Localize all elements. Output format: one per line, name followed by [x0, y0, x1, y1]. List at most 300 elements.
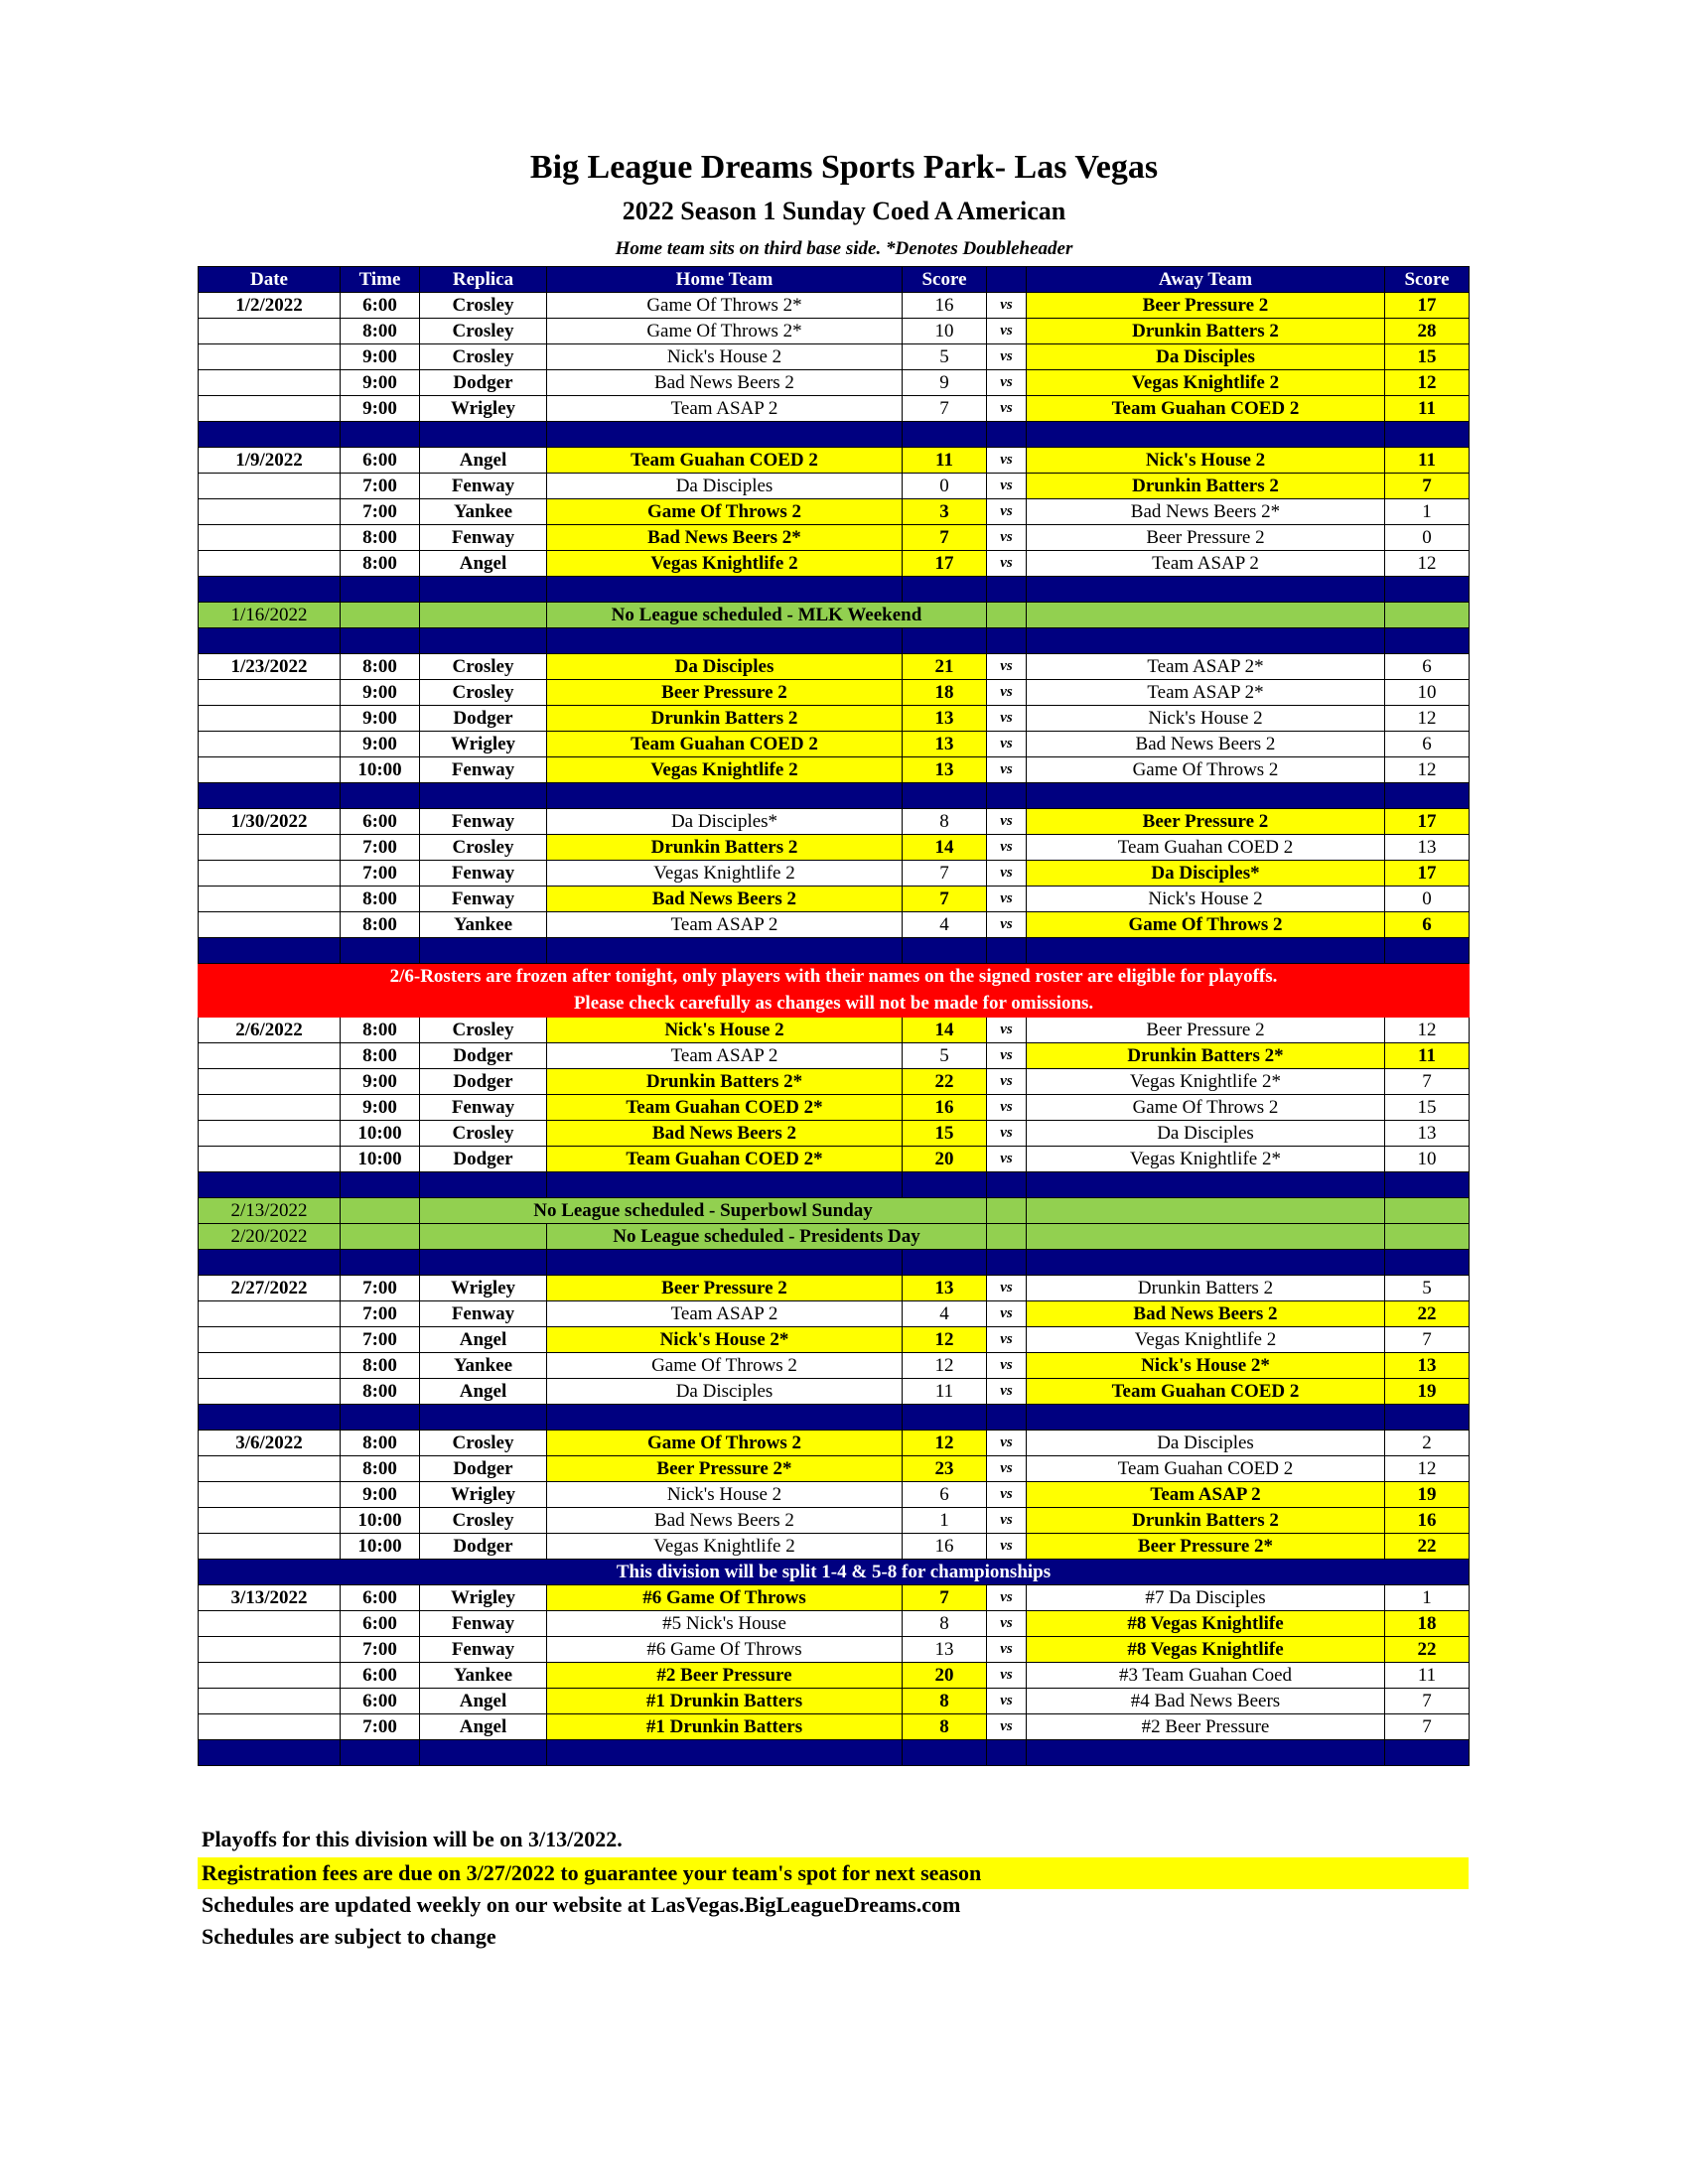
game-row — [199, 1637, 1470, 1663]
home-score: 8 — [903, 1689, 987, 1714]
away-score: 19 — [1385, 1379, 1470, 1405]
home-score: 12 — [903, 1327, 987, 1353]
home-team: Da Disciples — [547, 474, 903, 499]
separator-cell — [987, 1172, 1027, 1198]
vs-label: vs — [987, 1508, 1027, 1534]
away-team: Team ASAP 2 — [1027, 551, 1385, 577]
vs-label: vs — [987, 293, 1027, 319]
home-team: Bad News Beers 2 — [547, 1121, 903, 1147]
game-date: 1/2/2022 — [199, 293, 341, 319]
vs-label: vs — [987, 499, 1027, 525]
game-row — [199, 706, 1470, 732]
separator-cell — [987, 577, 1027, 603]
col-home-team: Home Team — [547, 267, 903, 293]
game-row — [199, 1482, 1470, 1508]
separator-cell — [199, 422, 341, 448]
game-field: Fenway — [420, 1095, 547, 1121]
game-row — [199, 1327, 1470, 1353]
game-time: 7:00 — [341, 1276, 420, 1301]
game-date — [199, 370, 341, 396]
home-score: 4 — [903, 1301, 987, 1327]
no-league-row — [199, 1198, 1470, 1224]
game-row — [199, 1018, 1470, 1043]
home-score: 10 — [903, 319, 987, 344]
game-time: 9:00 — [341, 680, 420, 706]
home-team: Nick's House 2 — [547, 1482, 903, 1508]
game-date — [199, 1353, 341, 1379]
game-field: Wrigley — [420, 1585, 547, 1611]
championship-notice-row — [199, 1560, 1470, 1585]
empty-cell — [1385, 1198, 1470, 1224]
separator-cell — [987, 1250, 1027, 1276]
home-score: 13 — [903, 732, 987, 757]
game-field: Angel — [420, 551, 547, 577]
away-score: 13 — [1385, 835, 1470, 861]
game-date — [199, 474, 341, 499]
away-team: Da Disciples — [1027, 1431, 1385, 1456]
away-score: 6 — [1385, 732, 1470, 757]
game-time: 6:00 — [341, 293, 420, 319]
away-team: Bad News Beers 2 — [1027, 732, 1385, 757]
game-date — [199, 1663, 341, 1689]
vs-label: vs — [987, 1353, 1027, 1379]
separator-cell — [1027, 783, 1385, 809]
col-date: Date — [199, 267, 341, 293]
vs-label: vs — [987, 474, 1027, 499]
game-time: 7:00 — [341, 474, 420, 499]
away-score: 12 — [1385, 757, 1470, 783]
separator-row — [199, 422, 1470, 448]
away-team: #3 Team Guahan Coed — [1027, 1663, 1385, 1689]
away-score: 0 — [1385, 525, 1470, 551]
empty-cell — [341, 603, 420, 628]
separator-cell — [987, 783, 1027, 809]
home-score: 18 — [903, 680, 987, 706]
game-time: 6:00 — [341, 1663, 420, 1689]
home-team: #5 Nick's House — [547, 1611, 903, 1637]
game-time: 10:00 — [341, 1121, 420, 1147]
game-field: Crosley — [420, 654, 547, 680]
separator-cell — [987, 1405, 1027, 1431]
vs-label: vs — [987, 344, 1027, 370]
game-date: 2/13/2022 — [199, 1198, 341, 1224]
away-score: 18 — [1385, 1611, 1470, 1637]
no-league-text: No League scheduled - Presidents Day — [547, 1224, 987, 1250]
home-score: 20 — [903, 1663, 987, 1689]
vs-label: vs — [987, 1095, 1027, 1121]
game-row — [199, 654, 1470, 680]
separator-cell — [1385, 783, 1470, 809]
separator-cell — [1385, 422, 1470, 448]
away-score: 28 — [1385, 319, 1470, 344]
empty-cell — [1027, 1224, 1385, 1250]
game-field: Dodger — [420, 1043, 547, 1069]
home-score: 9 — [903, 370, 987, 396]
game-field: Fenway — [420, 1611, 547, 1637]
home-team: Da Disciples — [547, 654, 903, 680]
empty-cell — [987, 603, 1027, 628]
vs-label: vs — [987, 1018, 1027, 1043]
schedule-table — [198, 266, 1470, 1766]
game-row — [199, 1456, 1470, 1482]
separator-cell — [903, 1405, 987, 1431]
game-field: Angel — [420, 1689, 547, 1714]
game-row — [199, 1095, 1470, 1121]
game-row — [199, 887, 1470, 912]
game-date — [199, 732, 341, 757]
separator-cell — [547, 1405, 903, 1431]
game-row — [199, 1301, 1470, 1327]
vs-label: vs — [987, 1147, 1027, 1172]
game-row — [199, 525, 1470, 551]
game-date — [199, 1147, 341, 1172]
game-field: Crosley — [420, 1018, 547, 1043]
vs-label: vs — [987, 1534, 1027, 1560]
page-title: Big League Dreams Sports Park- Las Vegas — [529, 149, 1159, 186]
vs-label: vs — [987, 551, 1027, 577]
separator-cell — [341, 783, 420, 809]
away-team: #8 Vegas Knightlife — [1027, 1637, 1385, 1663]
col-away-team: Away Team — [1027, 267, 1385, 293]
separator-cell — [1385, 1172, 1470, 1198]
separator-cell — [547, 577, 903, 603]
game-row — [199, 1379, 1470, 1405]
game-row — [199, 1714, 1470, 1740]
game-date — [199, 1714, 341, 1740]
game-date — [199, 1534, 341, 1560]
away-score: 12 — [1385, 551, 1470, 577]
game-field: Dodger — [420, 1534, 547, 1560]
game-field: Angel — [420, 448, 547, 474]
home-score: 4 — [903, 912, 987, 938]
home-team: Beer Pressure 2* — [547, 1456, 903, 1482]
no-league-row — [199, 603, 1470, 628]
game-field: Dodger — [420, 1456, 547, 1482]
away-score: 10 — [1385, 1147, 1470, 1172]
game-field: Yankee — [420, 499, 547, 525]
game-date — [199, 1301, 341, 1327]
game-date — [199, 887, 341, 912]
home-score: 12 — [903, 1353, 987, 1379]
separator-cell — [341, 938, 420, 964]
vs-label: vs — [987, 757, 1027, 783]
game-row — [199, 1508, 1470, 1534]
game-row — [199, 474, 1470, 499]
game-field: Crosley — [420, 293, 547, 319]
vs-label: vs — [987, 912, 1027, 938]
game-date — [199, 525, 341, 551]
empty-cell — [1385, 603, 1470, 628]
game-field: Dodger — [420, 1069, 547, 1095]
away-score: 15 — [1385, 344, 1470, 370]
game-row — [199, 1689, 1470, 1714]
home-team: Vegas Knightlife 2 — [547, 861, 903, 887]
game-time: 6:00 — [341, 1689, 420, 1714]
empty-cell — [420, 603, 547, 628]
home-score: 8 — [903, 1714, 987, 1740]
home-score: 11 — [903, 448, 987, 474]
home-team: #2 Beer Pressure — [547, 1663, 903, 1689]
game-date — [199, 1456, 341, 1482]
home-team: Da Disciples* — [547, 809, 903, 835]
home-score: 14 — [903, 835, 987, 861]
separator-row — [199, 1740, 1470, 1766]
vs-label: vs — [987, 370, 1027, 396]
away-team: Game Of Throws 2 — [1027, 1095, 1385, 1121]
vs-label: vs — [987, 1611, 1027, 1637]
empty-cell — [1027, 1198, 1385, 1224]
col-replica: Replica — [420, 267, 547, 293]
home-score: 13 — [903, 757, 987, 783]
game-date: 2/27/2022 — [199, 1276, 341, 1301]
home-score: 22 — [903, 1069, 987, 1095]
game-time: 8:00 — [341, 1456, 420, 1482]
separator-cell — [903, 577, 987, 603]
away-team: Team ASAP 2 — [1027, 1482, 1385, 1508]
away-score: 5 — [1385, 1276, 1470, 1301]
game-row — [199, 809, 1470, 835]
separator-cell — [903, 938, 987, 964]
away-score: 0 — [1385, 887, 1470, 912]
home-team: Nick's House 2 — [547, 1018, 903, 1043]
separator-cell — [903, 1250, 987, 1276]
game-field: Crosley — [420, 835, 547, 861]
game-row — [199, 1043, 1470, 1069]
game-time: 7:00 — [341, 1714, 420, 1740]
away-team: Team Guahan COED 2 — [1027, 1456, 1385, 1482]
home-score: 7 — [903, 1585, 987, 1611]
separator-cell — [1385, 1405, 1470, 1431]
game-row — [199, 370, 1470, 396]
vs-label: vs — [987, 1689, 1027, 1714]
away-team: Da Disciples* — [1027, 861, 1385, 887]
home-team: Beer Pressure 2 — [547, 680, 903, 706]
away-team: Nick's House 2 — [1027, 887, 1385, 912]
game-field: Dodger — [420, 1147, 547, 1172]
roster-notice-row — [199, 991, 1470, 1018]
game-row — [199, 1353, 1470, 1379]
game-date — [199, 1611, 341, 1637]
game-time: 6:00 — [341, 1585, 420, 1611]
game-date: 1/23/2022 — [199, 654, 341, 680]
game-time: 8:00 — [341, 887, 420, 912]
home-score: 6 — [903, 1482, 987, 1508]
game-date — [199, 912, 341, 938]
away-team: Drunkin Batters 2 — [1027, 1508, 1385, 1534]
away-team: Team Guahan COED 2 — [1027, 1379, 1385, 1405]
game-field: Wrigley — [420, 732, 547, 757]
game-date — [199, 1095, 341, 1121]
vs-label: vs — [987, 1043, 1027, 1069]
vs-label: vs — [987, 732, 1027, 757]
away-score: 12 — [1385, 706, 1470, 732]
vs-label: vs — [987, 1663, 1027, 1689]
game-row — [199, 1431, 1470, 1456]
home-team: #1 Drunkin Batters — [547, 1714, 903, 1740]
separator-cell — [420, 1740, 547, 1766]
header-row — [199, 267, 1470, 293]
home-team: Vegas Knightlife 2 — [547, 551, 903, 577]
separator-cell — [199, 783, 341, 809]
game-row — [199, 396, 1470, 422]
game-field: Crosley — [420, 1431, 547, 1456]
away-team: Nick's House 2 — [1027, 448, 1385, 474]
game-row — [199, 293, 1470, 319]
away-score: 12 — [1385, 370, 1470, 396]
game-time: 9:00 — [341, 1482, 420, 1508]
away-team: Drunkin Batters 2 — [1027, 319, 1385, 344]
game-row — [199, 861, 1470, 887]
home-team: Team Guahan COED 2* — [547, 1147, 903, 1172]
game-field: Angel — [420, 1379, 547, 1405]
game-time: 8:00 — [341, 525, 420, 551]
game-date — [199, 1121, 341, 1147]
game-date: 2/6/2022 — [199, 1018, 341, 1043]
home-score: 13 — [903, 706, 987, 732]
home-team: Bad News Beers 2 — [547, 370, 903, 396]
roster-notice-text: 2/6-Rosters are frozen after tonight, only players with their names on the signed roster are eligible for playoffs. — [199, 964, 1470, 991]
game-date — [199, 344, 341, 370]
away-score: 22 — [1385, 1301, 1470, 1327]
home-team: Team ASAP 2 — [547, 912, 903, 938]
separator-cell — [1027, 938, 1385, 964]
game-date — [199, 499, 341, 525]
away-score: 15 — [1385, 1095, 1470, 1121]
game-date: 1/30/2022 — [199, 809, 341, 835]
game-row — [199, 757, 1470, 783]
game-time: 8:00 — [341, 1431, 420, 1456]
game-date — [199, 861, 341, 887]
home-team: Team Guahan COED 2 — [547, 448, 903, 474]
game-time: 7:00 — [341, 1327, 420, 1353]
away-score: 2 — [1385, 1431, 1470, 1456]
game-time: 10:00 — [341, 1534, 420, 1560]
home-team: Team ASAP 2 — [547, 396, 903, 422]
home-score: 5 — [903, 1043, 987, 1069]
game-date — [199, 551, 341, 577]
away-team: Beer Pressure 2 — [1027, 1018, 1385, 1043]
game-time: 6:00 — [341, 448, 420, 474]
home-score: 12 — [903, 1431, 987, 1456]
separator-cell — [547, 1740, 903, 1766]
separator-cell — [341, 1172, 420, 1198]
game-row — [199, 1276, 1470, 1301]
game-row — [199, 499, 1470, 525]
home-score: 16 — [903, 1095, 987, 1121]
no-league-row — [199, 1224, 1470, 1250]
game-row — [199, 1663, 1470, 1689]
vs-label: vs — [987, 525, 1027, 551]
separator-cell — [1385, 938, 1470, 964]
game-time: 8:00 — [341, 654, 420, 680]
game-time: 7:00 — [341, 1637, 420, 1663]
separator-cell — [1027, 1250, 1385, 1276]
away-score: 12 — [1385, 1456, 1470, 1482]
game-time: 10:00 — [341, 1147, 420, 1172]
away-score: 17 — [1385, 861, 1470, 887]
separator-cell — [987, 1740, 1027, 1766]
away-score: 13 — [1385, 1353, 1470, 1379]
away-team: Game Of Throws 2 — [1027, 757, 1385, 783]
empty-cell — [341, 1224, 420, 1250]
game-time: 9:00 — [341, 706, 420, 732]
game-row — [199, 1069, 1470, 1095]
separator-cell — [420, 1250, 547, 1276]
separator-cell — [547, 938, 903, 964]
away-score: 6 — [1385, 912, 1470, 938]
separator-cell — [547, 422, 903, 448]
game-row — [199, 912, 1470, 938]
separator-cell — [1027, 1172, 1385, 1198]
vs-label: vs — [987, 706, 1027, 732]
game-date — [199, 706, 341, 732]
home-team: #6 Game Of Throws — [547, 1637, 903, 1663]
vs-label: vs — [987, 319, 1027, 344]
game-time: 7:00 — [341, 835, 420, 861]
away-team: Da Disciples — [1027, 1121, 1385, 1147]
away-team: Team ASAP 2* — [1027, 654, 1385, 680]
away-team: Nick's House 2* — [1027, 1353, 1385, 1379]
away-team: #8 Vegas Knightlife — [1027, 1611, 1385, 1637]
separator-row — [199, 938, 1470, 964]
away-score: 7 — [1385, 1069, 1470, 1095]
roster-notice-text: Please check carefully as changes will not be made for omissions. — [199, 991, 1470, 1018]
game-time: 8:00 — [341, 1353, 420, 1379]
separator-cell — [1385, 1250, 1470, 1276]
game-field: Dodger — [420, 370, 547, 396]
home-score: 15 — [903, 1121, 987, 1147]
no-league-text: No League scheduled - Superbowl Sunday — [420, 1198, 987, 1224]
separator-row — [199, 628, 1470, 654]
col-away-score: Score — [1385, 267, 1470, 293]
home-score: 11 — [903, 1379, 987, 1405]
game-time: 6:00 — [341, 809, 420, 835]
vs-label: vs — [987, 1301, 1027, 1327]
vs-label: vs — [987, 396, 1027, 422]
away-team: #2 Beer Pressure — [1027, 1714, 1385, 1740]
home-team: #6 Game Of Throws — [547, 1585, 903, 1611]
game-row — [199, 319, 1470, 344]
away-team: Beer Pressure 2 — [1027, 809, 1385, 835]
game-time: 8:00 — [341, 551, 420, 577]
away-team: Drunkin Batters 2* — [1027, 1043, 1385, 1069]
game-row — [199, 1121, 1470, 1147]
game-field: Wrigley — [420, 1482, 547, 1508]
separator-cell — [420, 577, 547, 603]
game-time: 10:00 — [341, 757, 420, 783]
separator-cell — [987, 628, 1027, 654]
schedule-note: Home team sits on third base side. *Denotes Doubleheader — [615, 238, 1073, 259]
game-row — [199, 732, 1470, 757]
vs-label: vs — [987, 1431, 1027, 1456]
separator-row — [199, 1172, 1470, 1198]
away-team: Drunkin Batters 2 — [1027, 474, 1385, 499]
separator-cell — [903, 1740, 987, 1766]
away-team: Vegas Knightlife 2 — [1027, 370, 1385, 396]
vs-label: vs — [987, 809, 1027, 835]
separator-cell — [341, 422, 420, 448]
game-date — [199, 319, 341, 344]
game-field: Angel — [420, 1714, 547, 1740]
away-score: 7 — [1385, 1689, 1470, 1714]
game-date — [199, 1508, 341, 1534]
away-team: Beer Pressure 2 — [1027, 525, 1385, 551]
separator-cell — [1027, 1740, 1385, 1766]
vs-label: vs — [987, 1121, 1027, 1147]
vs-label: vs — [987, 1276, 1027, 1301]
separator-cell — [341, 628, 420, 654]
game-date — [199, 680, 341, 706]
